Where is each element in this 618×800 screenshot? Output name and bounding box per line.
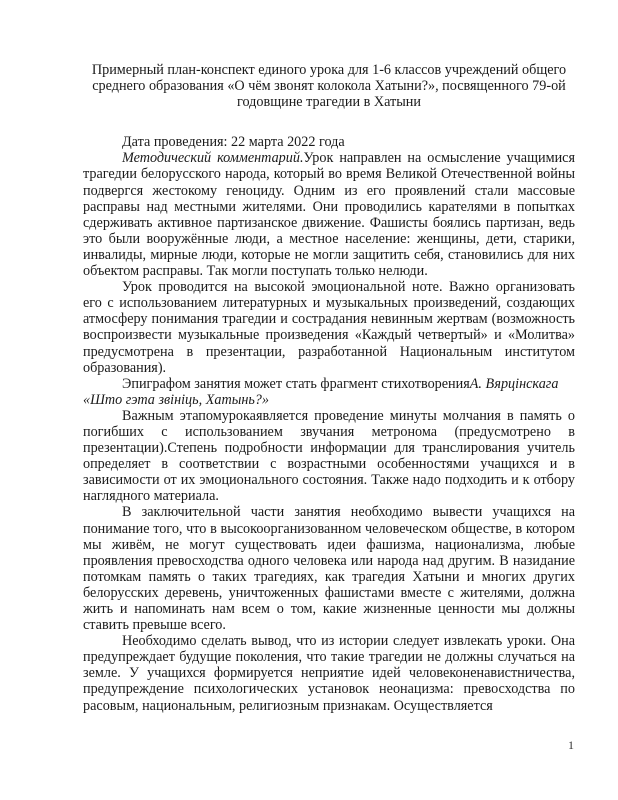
paragraph-epigraph (83, 376, 575, 408)
document-page (83, 62, 575, 714)
paragraph-text: Урок проводится на высокой эмоциональной ноте. Важно организовать его с использованием литературных и музыкальных произведений, создающих атмосферу понимания трагедии и сострадания невинным жертвам (возможность воспроизвести музыкальные произведения «Каждый четвертый» и «Молитва» предусмотрена в презентации, разработанной Национальным институтом образования). (83, 279, 575, 376)
paragraph-text: Необходимо сделать вывод, что из истории следует извлекать уроки. Она предупреждает будущие поколения, что такие трагедии не должны случаться на земле. У учащихся формируется неприятие идей человеконенавистничества, предупреждение психологических установок неонацизма: превосходства по расовым, национальным, религиозным признакам. Осуществляется (83, 633, 575, 714)
paragraph-minute-of-silence (83, 408, 575, 505)
paragraph-methodical-comment (83, 150, 575, 279)
paragraph-lessons (83, 633, 575, 713)
epigraph-citation: А. Вярцінскага «Што гэта звініць, Хатынь?» (83, 375, 559, 408)
methodical-comment-label: Методический комментарий. (122, 150, 304, 167)
page-number: 1 (568, 738, 574, 752)
paragraph-text: Эпиграфом занятия может стать фрагмент стихотворения (122, 375, 470, 392)
paragraph-text: В заключительной части занятия необходимо вывести учащихся на понимание того, что в высокоорганизованном человеческом обществе, в котором мы живём, не могут существовать идеи фашизма, национализма, любые проявления превосходства одного человека или народа над другим. В назидание потомкам память о таких трагедиях, как трагедия Хатыни и многих других белорусских деревень, уничтоженных фашистами вместе с жителями, должна жить и напоминать нам всем о том, какие жизненные ценности мы должны ставить превыше всего. (83, 504, 575, 634)
date-line: Дата проведения: 22 марта 2022 года (122, 134, 345, 151)
paragraph-conclusion (83, 504, 575, 633)
paragraph-text: Урок направлен на осмысление учащимися трагедии белорусского народа, который во время Великой Отечественной войны подвергся жестокому геноциду. Одним из его проявлений стали массовые расправы над местными жителями. Они проводились карателями в попытках сдерживать активное партизанское движение. Фашисты боялись партизан, ведь это были вооружённые люди, а местное население: женщины, дети, старики, инвалиды, мирные люди, которые не могли защитить себя, становились для них объектом расправы. Так могли поступать только нелюди. (83, 150, 575, 280)
paragraph-emotional-note (83, 279, 575, 376)
document-title: Примерный план-конспект единого урока для 1-6 классов учреждений общего среднего образования «О чём звонят колокола Хатыни?», посвященного 79-ой годовщине трагедии в Хатыни (91, 62, 567, 111)
paragraph-text: Важным этапомурокаявляется проведение минуты молчания в память о погибших с использованием звучания метронома (предусмотрено в презентации).Степень подробности информации для транслирования учитель определяет в соответствии с возрастными особенностями учащихся и в зависимости от их эмоционального состояния. Также надо подходить и к отбору наглядного материала. (83, 407, 575, 505)
